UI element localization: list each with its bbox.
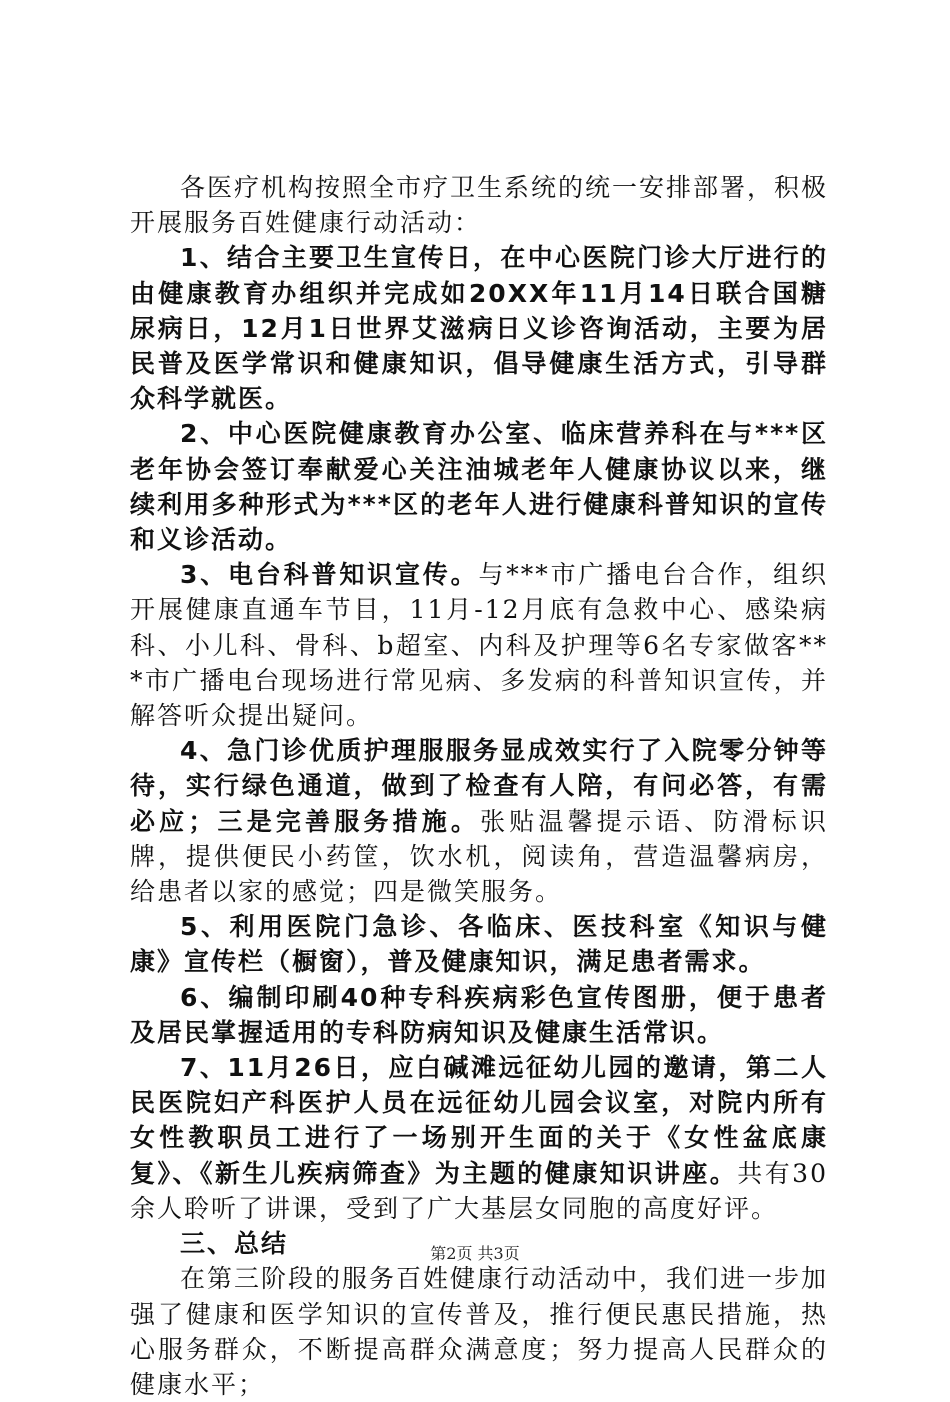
paragraph-item-7-rest: 共有30余人聆听了讲课，受到了广大基层女同胞的高度好评。 bbox=[130, 1158, 828, 1223]
paragraph-item-5: 5、利用医院门急诊、各临床、医技科室《知识与健康》宣传栏（橱窗），普及健康知识，满足患者需求。 bbox=[130, 912, 828, 977]
paragraph-item-1: 1、结合主要卫生宣传日，在中心医院门诊大厅进行的由健康教育办组织并完成如20XX年11月14日联合国糖尿病日，12月1日世界艾滋病日义诊咨询活动，主要为居民普及医学常识和健康知识，倡导健康生活方式，引导群众科学就医。 bbox=[130, 243, 828, 414]
paragraph-item-4-rest: 张贴温馨提示语、防滑标识牌，提供便民小药筐，饮水机，阅读角，营造温馨病房，给患者以家的感觉；四是微笑服务。 bbox=[130, 806, 828, 907]
section-heading-summary: 三、总结 bbox=[180, 1229, 289, 1259]
paragraph-intro: 各医疗机构按照全市疗卫生系统的统一安排部署，积极开展服务百姓健康行动活动： bbox=[130, 173, 829, 238]
page-number-footer: 第2页 共3页 bbox=[430, 1244, 520, 1263]
document-body bbox=[130, 170, 828, 1402]
paragraph-item-7 bbox=[130, 1050, 828, 1226]
paragraph-item-3-rest: 与***市广播电台合作，组织开展健康直通车节目，11月-12月底有急救中心、感染病科、小儿科、骨科、b超室、内科及护理等6名专家做客***市广播电台现场进行常见病、多发病的科普知识宣传，并解答听众提出疑问。 bbox=[130, 560, 828, 731]
paragraph-item-7-lead: 7、11月26日，应白碱滩远征幼儿园的邀请，第二人民医院妇产科医护人员在远征幼儿园会议室，对院内所有女性教职员工进行了一场别开生面的关于《女性盆底康复》、《新生儿疾病筛查》为主题的健康知识讲座。 bbox=[130, 1053, 828, 1188]
paragraph-item-4 bbox=[130, 733, 828, 909]
paragraph-summary: 在第三阶段的服务百姓健康行动活动中，我们进一步加强了健康和医学知识的宣传普及，推行便民惠民措施，热心服务群众，不断提高群众满意度；努力提高人民群众的健康水平； bbox=[130, 1264, 829, 1399]
paragraph-item-3 bbox=[130, 557, 828, 733]
paragraph-item-6: 6、编制印刷40种专科疾病彩色宣传图册，便于患者及居民掌握适用的专科防病知识及健康生活常识。 bbox=[130, 982, 828, 1047]
paragraph-item-4-lead: 4、急门诊优质护理服服务显成效实行了入院零分钟等待，实行绿色通道，做到了检查有人陪，有问必答，有需必应；三是完善服务措施。 bbox=[130, 736, 828, 836]
paragraph-item-3-lead: 3、电台科普知识宣传。 bbox=[180, 560, 479, 590]
paragraph-item-2: 2、中心医院健康教育办公室、临床营养科在与***区老年协会签订奉献爱心关注油城老年人健康协议以来，继续利用多种形式为***区的老年人进行健康科普知识的宣传和义诊活动。 bbox=[130, 419, 828, 555]
